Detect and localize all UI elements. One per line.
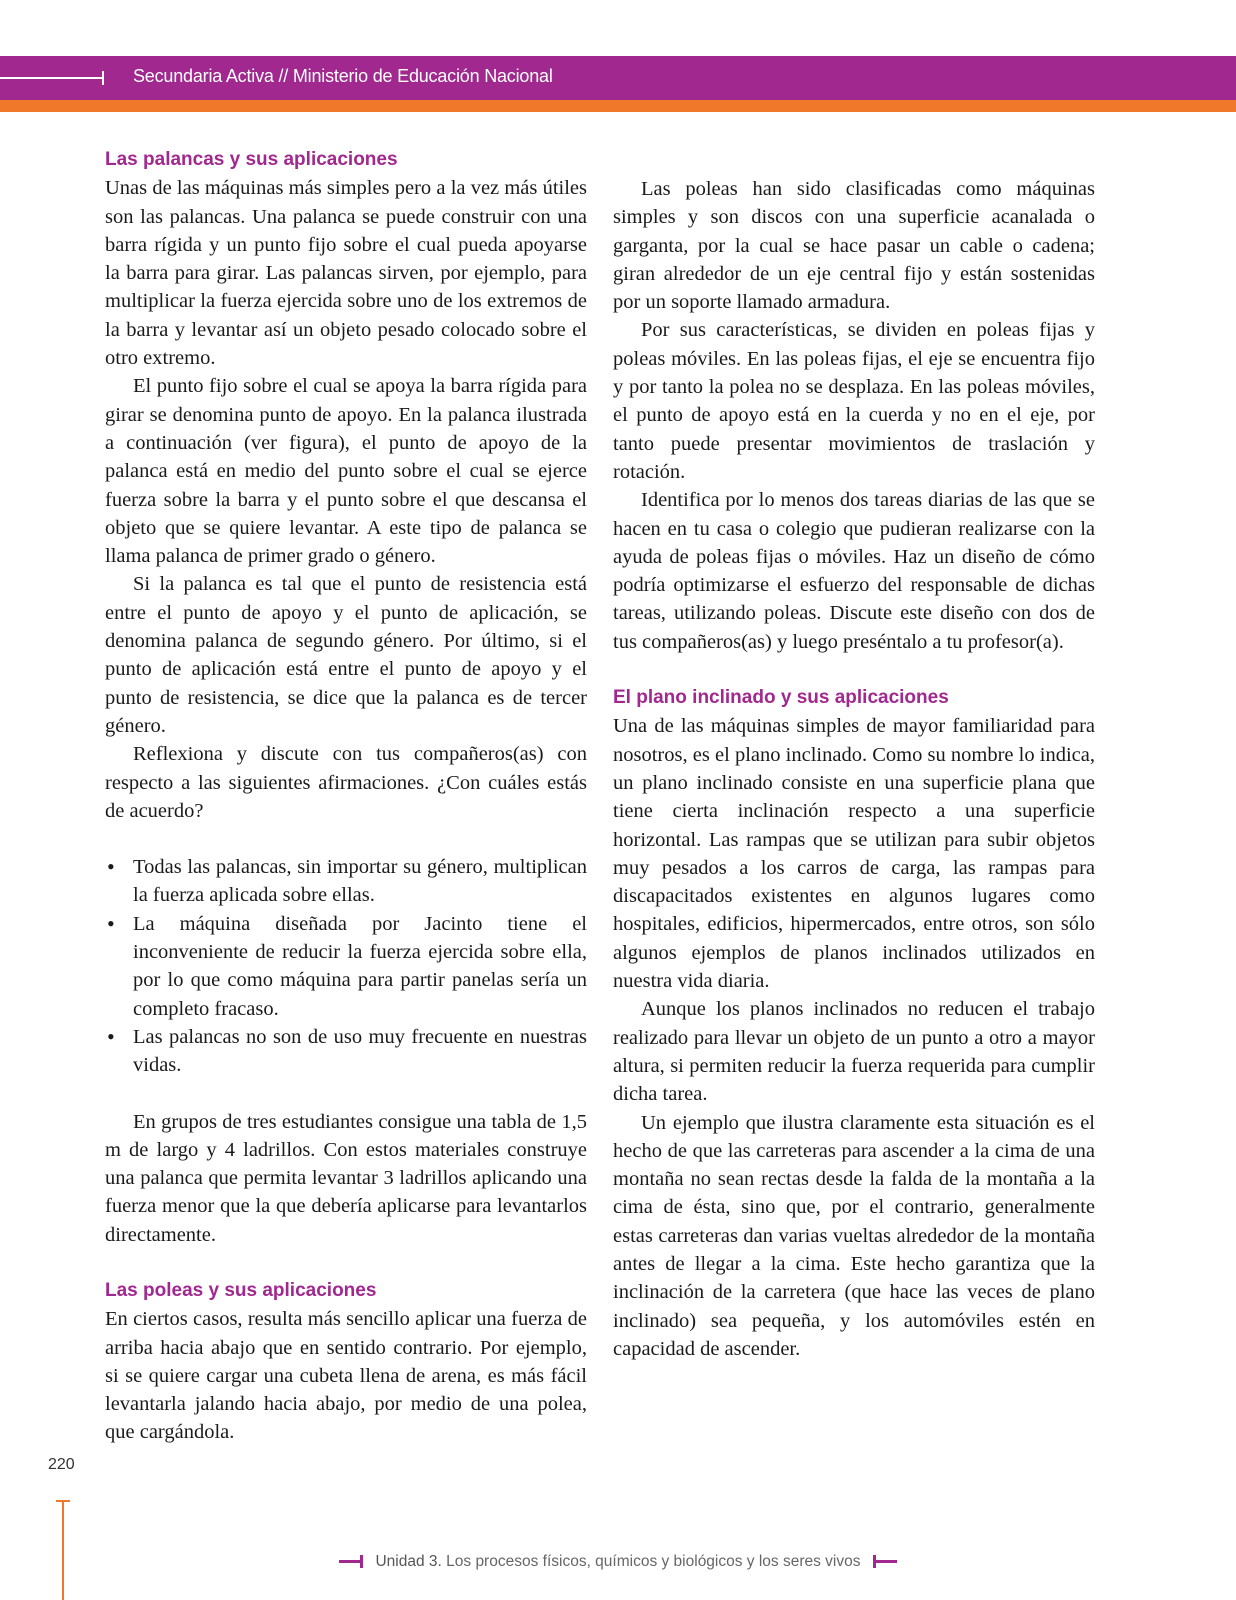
paragraph: Unas de las máquinas más simples pero a la vez más útiles son las palancas. Una palanca se puede construir con una barra rígida y un punto fijo sobre el cual pueda apoyarse la barra para girar. Las palancas sirven, por ejemplo, para multiplicar la fuerza ejercida sobre uno de los extremos de la barra y levantar así un objeto pesado colocado sobre el otro extremo. [105,177,587,370]
paragraph: Reflexiona y discute con tus compañeros(as) con respecto a las siguientes afirmaciones. ¿Con cuáles estás de acuerdo? [105,743,587,822]
paragraph: Identifica por lo menos dos tareas diarias de las que se hacen en tu casa o colegio que pudieran realizarse con la ayuda de poleas fijas o móviles. Haz un diseño de cómo podría optimizarse el esfuerzo del responsable de dichas tareas, utilizando poleas. Discute este diseño con dos de tus compañeros(as) y luego preséntalo a tu profesor(a). [613,489,1095,653]
header-orange-stripe [0,100,1236,112]
footer-unit: Unidad 3. [375,1553,442,1570]
list-item: • Las palancas no son de uso muy frecuente en nuestras vidas. [105,1023,587,1080]
paragraph: Un ejemplo que ilustra claramente esta situación es el hecho de que las carreteras para ascender a la cima de una montaña no sean rectas desde la falda de la montaña a la cima de ésta, sino que, por el contrario, generalmente estas carreteras dan varias vueltas alrededor de la montaña antes de llegar a la cima. Este hecho garantiza que la inclinación de la carretera (que hace las veces de plano inclinado) sea pequeña, y los automóviles estén en capacidad de ascender. [613,1111,1095,1360]
spacer [613,656,1095,684]
section-heading-palancas: Las palancas y sus aplicaciones [105,149,398,170]
paragraph: Aunque los planos inclinados no reducen el trabajo realizado para llevar un objeto de un punto a otro a mayor altura, si permiten reducir la fuerza requerida para cumplir dicha tarea. [613,998,1095,1106]
list-item: • La máquina diseñada por Jacinto tiene el inconveniente de reducir la fuerza ejercida sobre ella, por lo que como máquina para partir panelas sería un completo fracaso. [105,910,587,1023]
paragraph: El punto fijo sobre el cual se apoya la barra rígida para girar se denomina punto de apoyo. En la palanca ilustrada a continuación (ver figura), el punto de apoyo de la palanca está en medio del punto sobre el cual se ejerce fuerza sobre la barra y el punto sobre el que descansa el objeto que se quiere levantar. A este tipo de palanca se llama palanca de primer grado o género. [105,375,587,568]
header-tick [102,71,104,85]
paragraph: Si la palanca es tal que el punto de resistencia está entre el punto de apoyo y el punto de aplicación, se denomina palanca de segundo género. Por último, si el punto de aplicación está entre el punto de apoyo y el punto de resistencia, se dice que la palanca es de tercer género. [105,573,587,737]
spacer [105,1080,587,1108]
footer-title: Los procesos físicos, químicos y biológicos y los seres vivos [446,1553,861,1570]
section-heading-plano: El plano inclinado y sus aplicaciones [613,687,949,709]
footer-left-bracket [339,1560,363,1563]
header-rule [0,77,104,79]
footer [0,1553,1236,1571]
page-number: 220 [48,1456,75,1473]
paragraph: En grupos de tres estudiantes consigue una tabla de 1,5 m de largo y 4 ladrillos. Con estos materiales construye una palanca que permita levantar 3 ladrillos aplicando una fuerza menor que la que debería aplicarse para levantarlos directamente. [105,1110,587,1246]
header-title: Secundaria Activa // Ministerio de Educación Nacional [133,66,553,86]
footer-text-wrap [375,1553,860,1570]
paragraph: Una de las máquinas simples de mayor familiaridad para nosotros, es el plano inclinado. Como su nombre lo indica, un plano inclinado consiste en una superficie plana que tiene cierta inclinación respecto a una superficie horizontal. Las rampas que se utilizan para subir objetos muy pesados a los carros de carga, las rampas para discapacitados existentes en algunos lugares como hospitales, edificios, hipermercados, entre otros, son sólo algunos ejemplos de planos inclinados utilizados en nuestra vida diaria. [613,715,1095,993]
paragraph: Las poleas han sido clasificadas como máquinas simples y son discos con una superficie acanalada o garganta, por la cual se hace pasar un cable o cadena; giran alrededor de un eje central fijo y están sostenidas por un soporte llamado armadura. [613,178,1095,314]
header-bar [0,56,1236,100]
list-item: • Todas las palancas, sin importar su género, multiplican la fuerza aplicada sobre ellas. [105,853,587,910]
margin-rule [62,1500,64,1600]
bullet-list [105,853,587,1079]
footer-right-bracket [873,1560,897,1563]
paragraph: En ciertos casos, resulta más sencillo aplicar una fuerza de arriba hacia abajo que en sentido contrario. Por ejemplo, si se quiere cargar una cubeta llena de arena, es más fácil levantarla jalando hacia abajo, por medio de una polea, que cargándola. [105,1308,587,1444]
right-column [613,175,1095,1363]
spacer [105,1249,587,1277]
paragraph: Por sus características, se dividen en poleas fijas y poleas móviles. En las poleas fijas, el eje se encuentra fijo y por tanto la polea no se desplaza. En las poleas móviles, el punto de apoyo está en la cuerda y no en el eje, por tanto puede presentar movimientos de traslación y rotación. [613,319,1095,483]
section-heading-poleas: Las poleas y sus aplicaciones [105,1279,377,1301]
spacer [105,825,587,853]
left-column [105,146,587,1447]
